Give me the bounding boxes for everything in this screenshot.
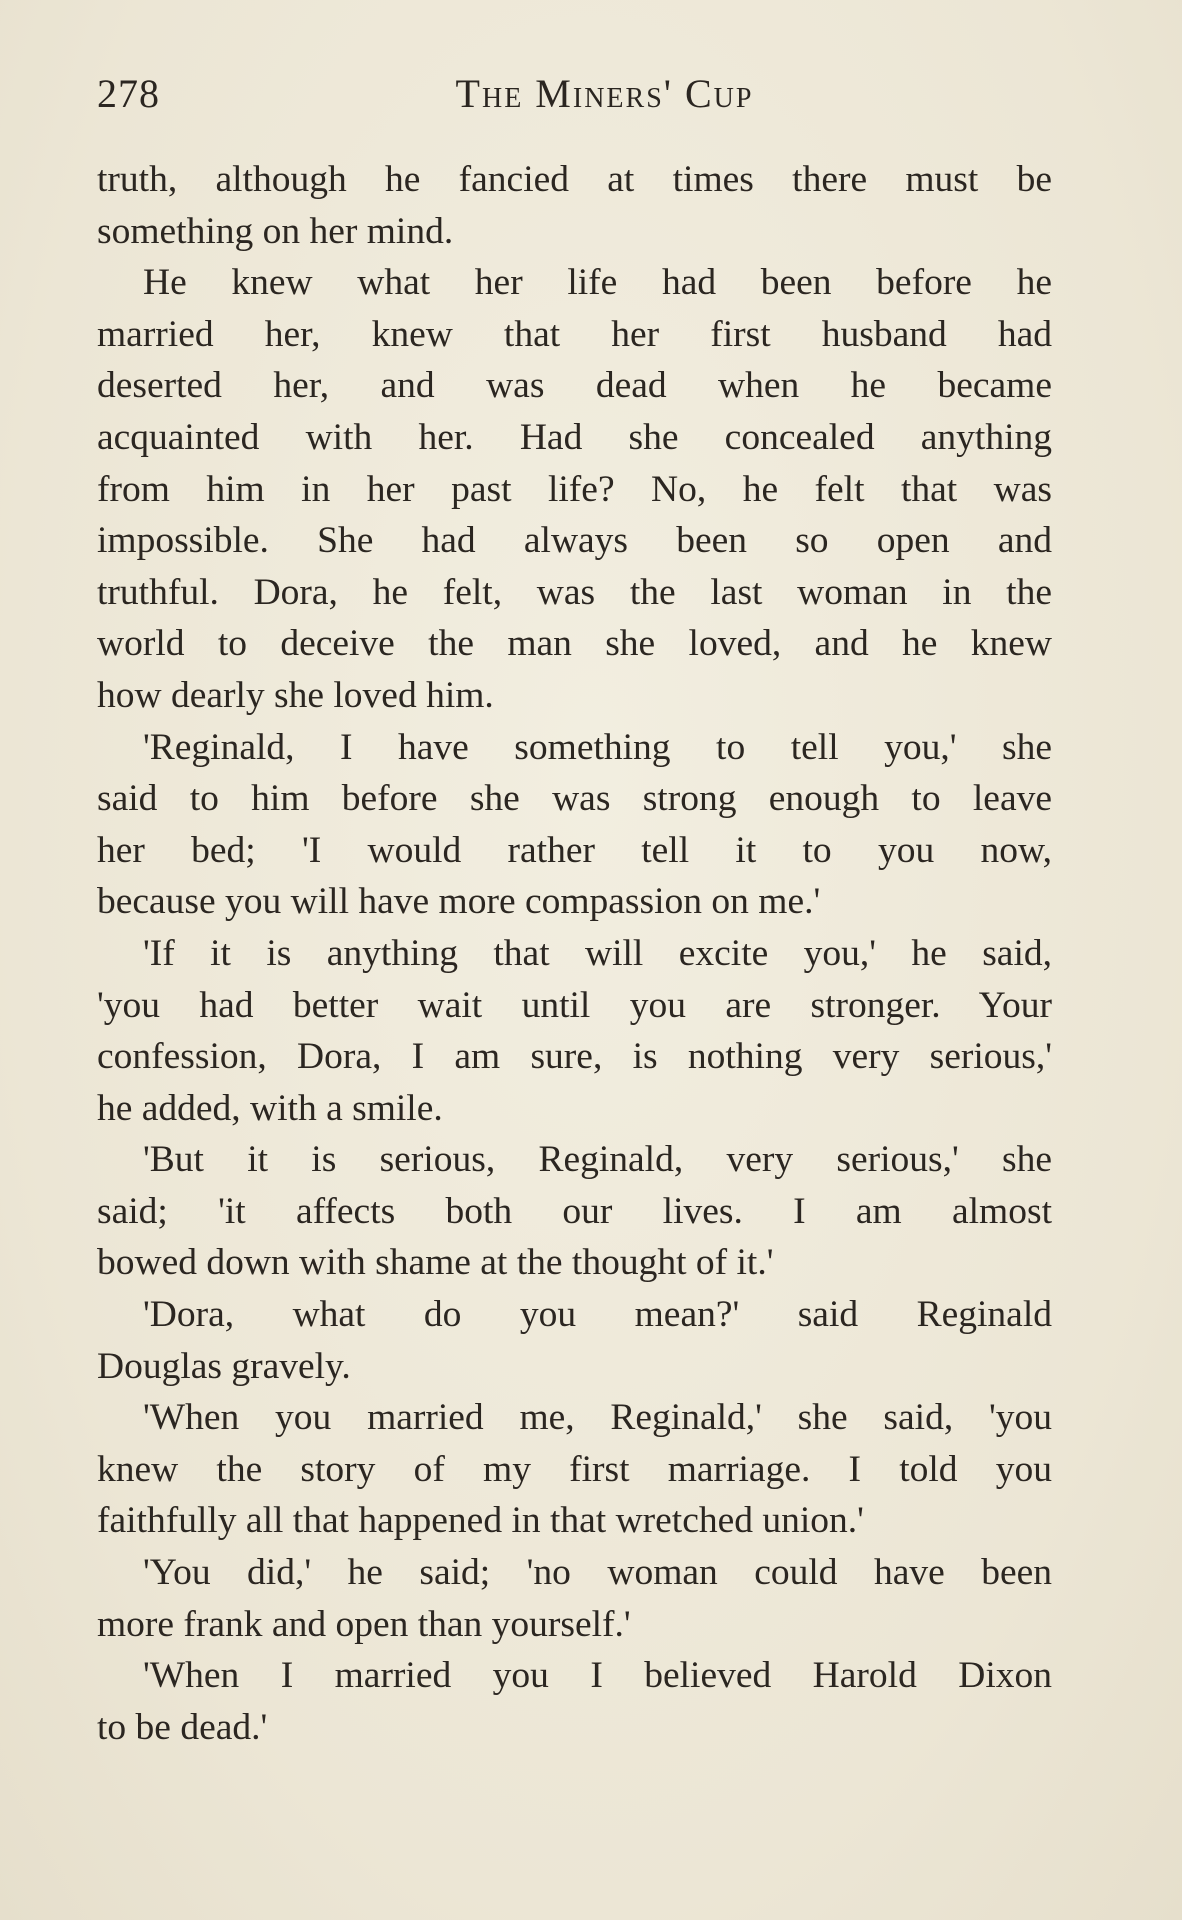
- text-line: acquainted with her. Had she concealed anything: [97, 416, 1052, 458]
- text-line: 'When I married you I believed Harold Dixon: [143, 1655, 1052, 1697]
- text-line: truthful. Dora, he felt, was the last woman in the: [97, 571, 1052, 613]
- text-line: deserted her, and was dead when he became: [97, 365, 1052, 407]
- paragraph: [97, 1392, 1052, 1547]
- text-line: married her, knew that her first husband had: [97, 313, 1052, 355]
- text-line: 'Dora, what do you mean?' said Reginald: [143, 1294, 1052, 1336]
- text-line: more frank and open than yourself.': [97, 1603, 631, 1645]
- text-line: to be dead.': [97, 1706, 268, 1748]
- text-line: He knew what her life had been before he: [143, 262, 1052, 304]
- running-title: The Miners' Cup: [455, 71, 754, 116]
- paragraph: [97, 1547, 1052, 1650]
- paragraph: [97, 257, 1052, 721]
- text-line: 'If it is anything that will excite you,' he said,: [143, 932, 1052, 974]
- running-head: [97, 70, 1052, 120]
- paragraph: [97, 1650, 1052, 1753]
- paragraph: [97, 1289, 1052, 1392]
- text-line: 'Reginald, I have something to tell you,' she: [143, 726, 1052, 768]
- body-text: [97, 154, 1052, 1753]
- paragraph: [97, 154, 1052, 257]
- paragraph: [97, 722, 1052, 928]
- text-line: her bed; 'I would rather tell it to you now,: [97, 829, 1052, 871]
- text-line: 'But it is serious, Reginald, very serious,' she: [143, 1139, 1052, 1181]
- text-line: said to him before she was strong enough to leave: [97, 778, 1052, 820]
- text-line: said; 'it affects both our lives. I am almost: [97, 1190, 1052, 1232]
- text-line: faithfully all that happened in that wretched union.': [97, 1500, 864, 1542]
- text-line: 'When you married me, Reginald,' she said, 'you: [143, 1397, 1052, 1439]
- text-line: 'you had better wait until you are stronger. Your: [97, 984, 1052, 1026]
- text-line: because you will have more compassion on me.': [97, 881, 821, 923]
- page-number: 278: [97, 71, 160, 116]
- text-line: bowed down with shame at the thought of it.': [97, 1242, 774, 1284]
- text-line: truth, although he fancied at times there must be: [97, 159, 1052, 200]
- text-line: confession, Dora, I am sure, is nothing very serious,': [97, 1036, 1052, 1078]
- text-line: Douglas gravely.: [97, 1345, 351, 1387]
- text-line: how dearly she loved him.: [97, 674, 494, 716]
- text-line: world to deceive the man she loved, and he knew: [97, 623, 1052, 665]
- text-line: 'You did,' he said; 'no woman could have been: [143, 1552, 1052, 1594]
- text-line: knew the story of my first marriage. I told you: [97, 1448, 1052, 1490]
- text-line: something on her mind.: [97, 210, 454, 252]
- text-line: impossible. She had always been so open and: [97, 520, 1052, 562]
- paragraph: [97, 928, 1052, 1134]
- text-line: from him in her past life? No, he felt that was: [97, 468, 1052, 510]
- paragraph: [97, 1134, 1052, 1289]
- text-line: he added, with a smile.: [97, 1087, 443, 1129]
